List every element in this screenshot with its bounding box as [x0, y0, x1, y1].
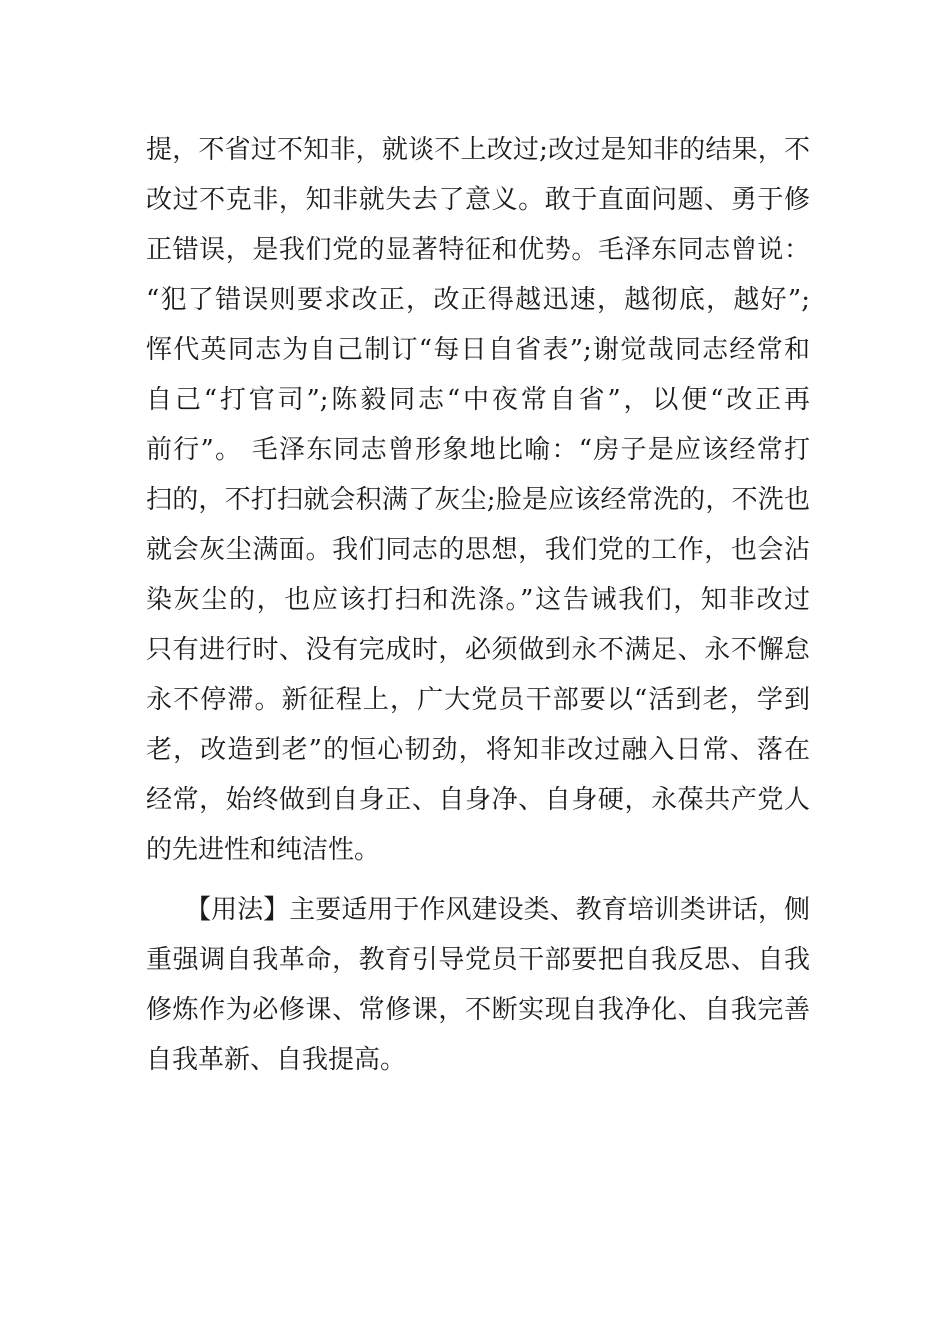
text-line: 老，改造到老”的恒心韧劲，将知非改过融入日常、落在 [146, 735, 810, 765]
text-line: 正错误，是我们党的显著特征和优势。毛泽东同志曾说： [146, 235, 810, 265]
text-line: 修炼作为必修课、常修课，不断实现自我净化、自我完善 [146, 995, 810, 1025]
text-line: 只有进行时、没有完成时，必须做到永不满足、永不懈怠 [146, 635, 810, 665]
text-line: 自己“打官司”;陈毅同志“中夜常自省”，以便“改正再 [146, 385, 810, 415]
text-line: 恽代英同志为自己制订“每日自省表”;谢觉哉同志经常和 [146, 335, 810, 365]
text-line: 改过不克非，知非就失去了意义。敢于直面问题、勇于修 [146, 185, 810, 215]
text-line: 前行”。 毛泽东同志曾形象地比喻：“房子是应该经常打 [146, 435, 810, 465]
text-line: 扫的，不打扫就会积满了灰尘;脸是应该经常洗的，不洗也 [146, 485, 810, 515]
text-line: 染灰尘的，也应该打扫和洗涤。”这告诫我们，知非改过 [146, 585, 810, 615]
usage-paragraph [146, 885, 810, 1085]
body-paragraph [146, 125, 810, 875]
text-line: 重强调自我革命，教育引导党员干部要把自我反思、自我 [146, 945, 810, 975]
text-line: 经常，始终做到自身正、自身净、自身硬，永葆共产党人 [146, 785, 810, 815]
text-line: 的先进性和纯洁性。 [146, 835, 381, 865]
text-line: 提，不省过不知非，就谈不上改过;改过是知非的结果，不 [146, 135, 810, 165]
text-line: 就会灰尘满面。我们同志的思想，我们党的工作，也会沾 [146, 535, 810, 565]
text-line: 【用法】主要适用于作风建设类、教育培训类讲话，侧 [146, 895, 810, 925]
text-line: “犯了错误则要求改正，改正得越迅速，越彻底，越好”; [146, 285, 810, 315]
text-line: 自我革新、自我提高。 [146, 1045, 407, 1075]
text-line: 永不停滞。新征程上，广大党员干部要以“活到老，学到 [146, 685, 810, 715]
